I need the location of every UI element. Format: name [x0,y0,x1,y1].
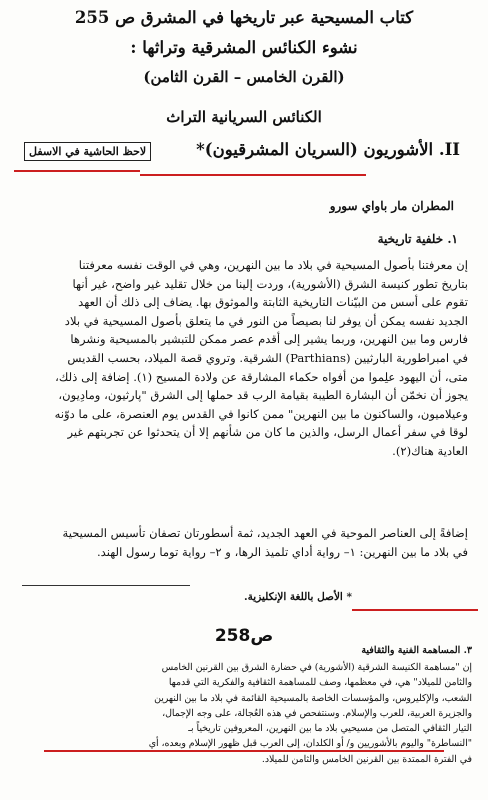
paragraph-line: إن "مساهمة الكنيسة الشرقية (الأشورية) في حضارة الشرق بين القرنين الخامس [161,662,472,673]
section-title: II. الأشوريون (السريان المشرقيون)* [196,140,460,159]
paragraph-line: "النساطرة" واليوم بالأشوريين و/ أو الكلدان، إلى العرب قبل ظهور الإسلام وبعده، أي [148,738,472,750]
paragraph-line: في بلاد ما بين النهرين: ١– رواية أداي تلميذ الرها، و ٢– رواية توما رسول الهند. [96,544,468,559]
paragraph-line: في امبراطورية البارثيين (Parthians) الشرقية. وتروي قصة الميلاد، بحسب القديس [67,350,468,365]
paragraph-line: فارس وما بين النهرين، وربما يشير إلى أقدم عصر ممكن للتبشير بالمسيحية ونشرها [70,332,468,347]
paragraph-legends [20,524,468,561]
page-number: ص258 [214,626,274,646]
paragraph-line: والجزيرة العربية، للعرب والإسلام. وسنتفحص في هذه العُجالة، على وجه الإجمال، [162,707,472,719]
paragraph-line: إضافةً إلى العناصر الموحية في العهد الجديد، ثمة أسطورتان تصفان تأسيس المسيحية [62,526,468,540]
note-tag-underline [14,170,140,172]
chapter-title: نشوء الكنائس المشرقية وتراثها : [130,38,358,57]
paragraph-line: في الفترة الممتدة بين القرنين الخامس والثامن للميلاد. [261,753,472,765]
paragraph-line: والثامن للميلاد" هي، في معظمها، وصف للمساهمة الثقافية والفكرية التي قدمها [168,677,472,689]
paragraph-line: يجوز أن نخمّن أن البشارة الطيبة بقيامة الرب قد حملها إلى الشرق "پارثيون، ومادِيون، [58,388,468,403]
paragraph-line: الجديد نفسه يمكن أن يوفر لنا بصيصاً من النور في ما يتعلق بأصول المسيحية في بلاد [64,313,468,328]
footnote-underline [352,609,478,611]
paragraph-line: العادية هناك(٢). [392,443,468,458]
section-group-title: الكنائس السريانية التراث [166,108,322,126]
paragraph-line: لوقا في سفر أعمال الرسل، والذين ما كان من شأنهم إلا أن يتحدثوا عن تجربتهم غير [67,425,468,440]
paragraph-line: إن معرفتنا بأصول المسيحية في بلاد ما بين النهرين، وهي في الوقت نفسه معرفتنا [78,258,468,272]
footnote-separator [22,585,190,586]
book-title: كتاب المسيحية عبر تاريخها في المشرق ص 255 [74,8,414,27]
paragraph-line: الشعب، والإكليروس، والمؤسسات الخاصة بالمسيحية القائمة في بلاد ما بين النهرين [154,692,472,704]
author-name: المطران مار باواي سورو [329,199,454,213]
paragraph-line: تقوم على أسس من البيّنات التاريخية الثابتة والموثوق بها. يضاف إلى ذلك أن العهد [78,295,468,310]
highlight-underline [44,750,444,752]
paragraph-historical-background [20,256,468,461]
footnote-text: * الأصل باللغة الإنكليزية. [244,591,352,603]
period-subtitle: (القرن الخامس – القرن الثامن) [143,68,345,86]
paragraph-line: بتاريخ تطور كنيسة الشرق (الأشورية)، وردت إلينا من خلال تقليد غير واضح، غير أنها [72,276,468,291]
footnote-note-tag: لاحظ الحاشية في الاسفل [24,142,151,161]
paragraph-line: متى، أن اليهود علِموا من أفواه حكماء المشارقة عن ولادة المسيح (١). إضافة إلى ذلك، [55,369,468,384]
subsection-heading: ١. خلفية تاريخية [377,232,458,246]
paragraph-line: وعيلاميون، والساكنون ما بين النهرين" ممن كانوا في القدس يوم العنصرة، على ما دوّنه [54,406,468,421]
section-title-row [20,140,460,174]
section-3-heading: ٣. المساهمة الفنية والثقافية [361,645,472,656]
section-title-underline [140,174,366,176]
paragraph-line: التيار الثقافي المتصل من مسيحيي بلاد ما بين النهرين، المعروفين تاريخياً بـ [188,723,472,735]
